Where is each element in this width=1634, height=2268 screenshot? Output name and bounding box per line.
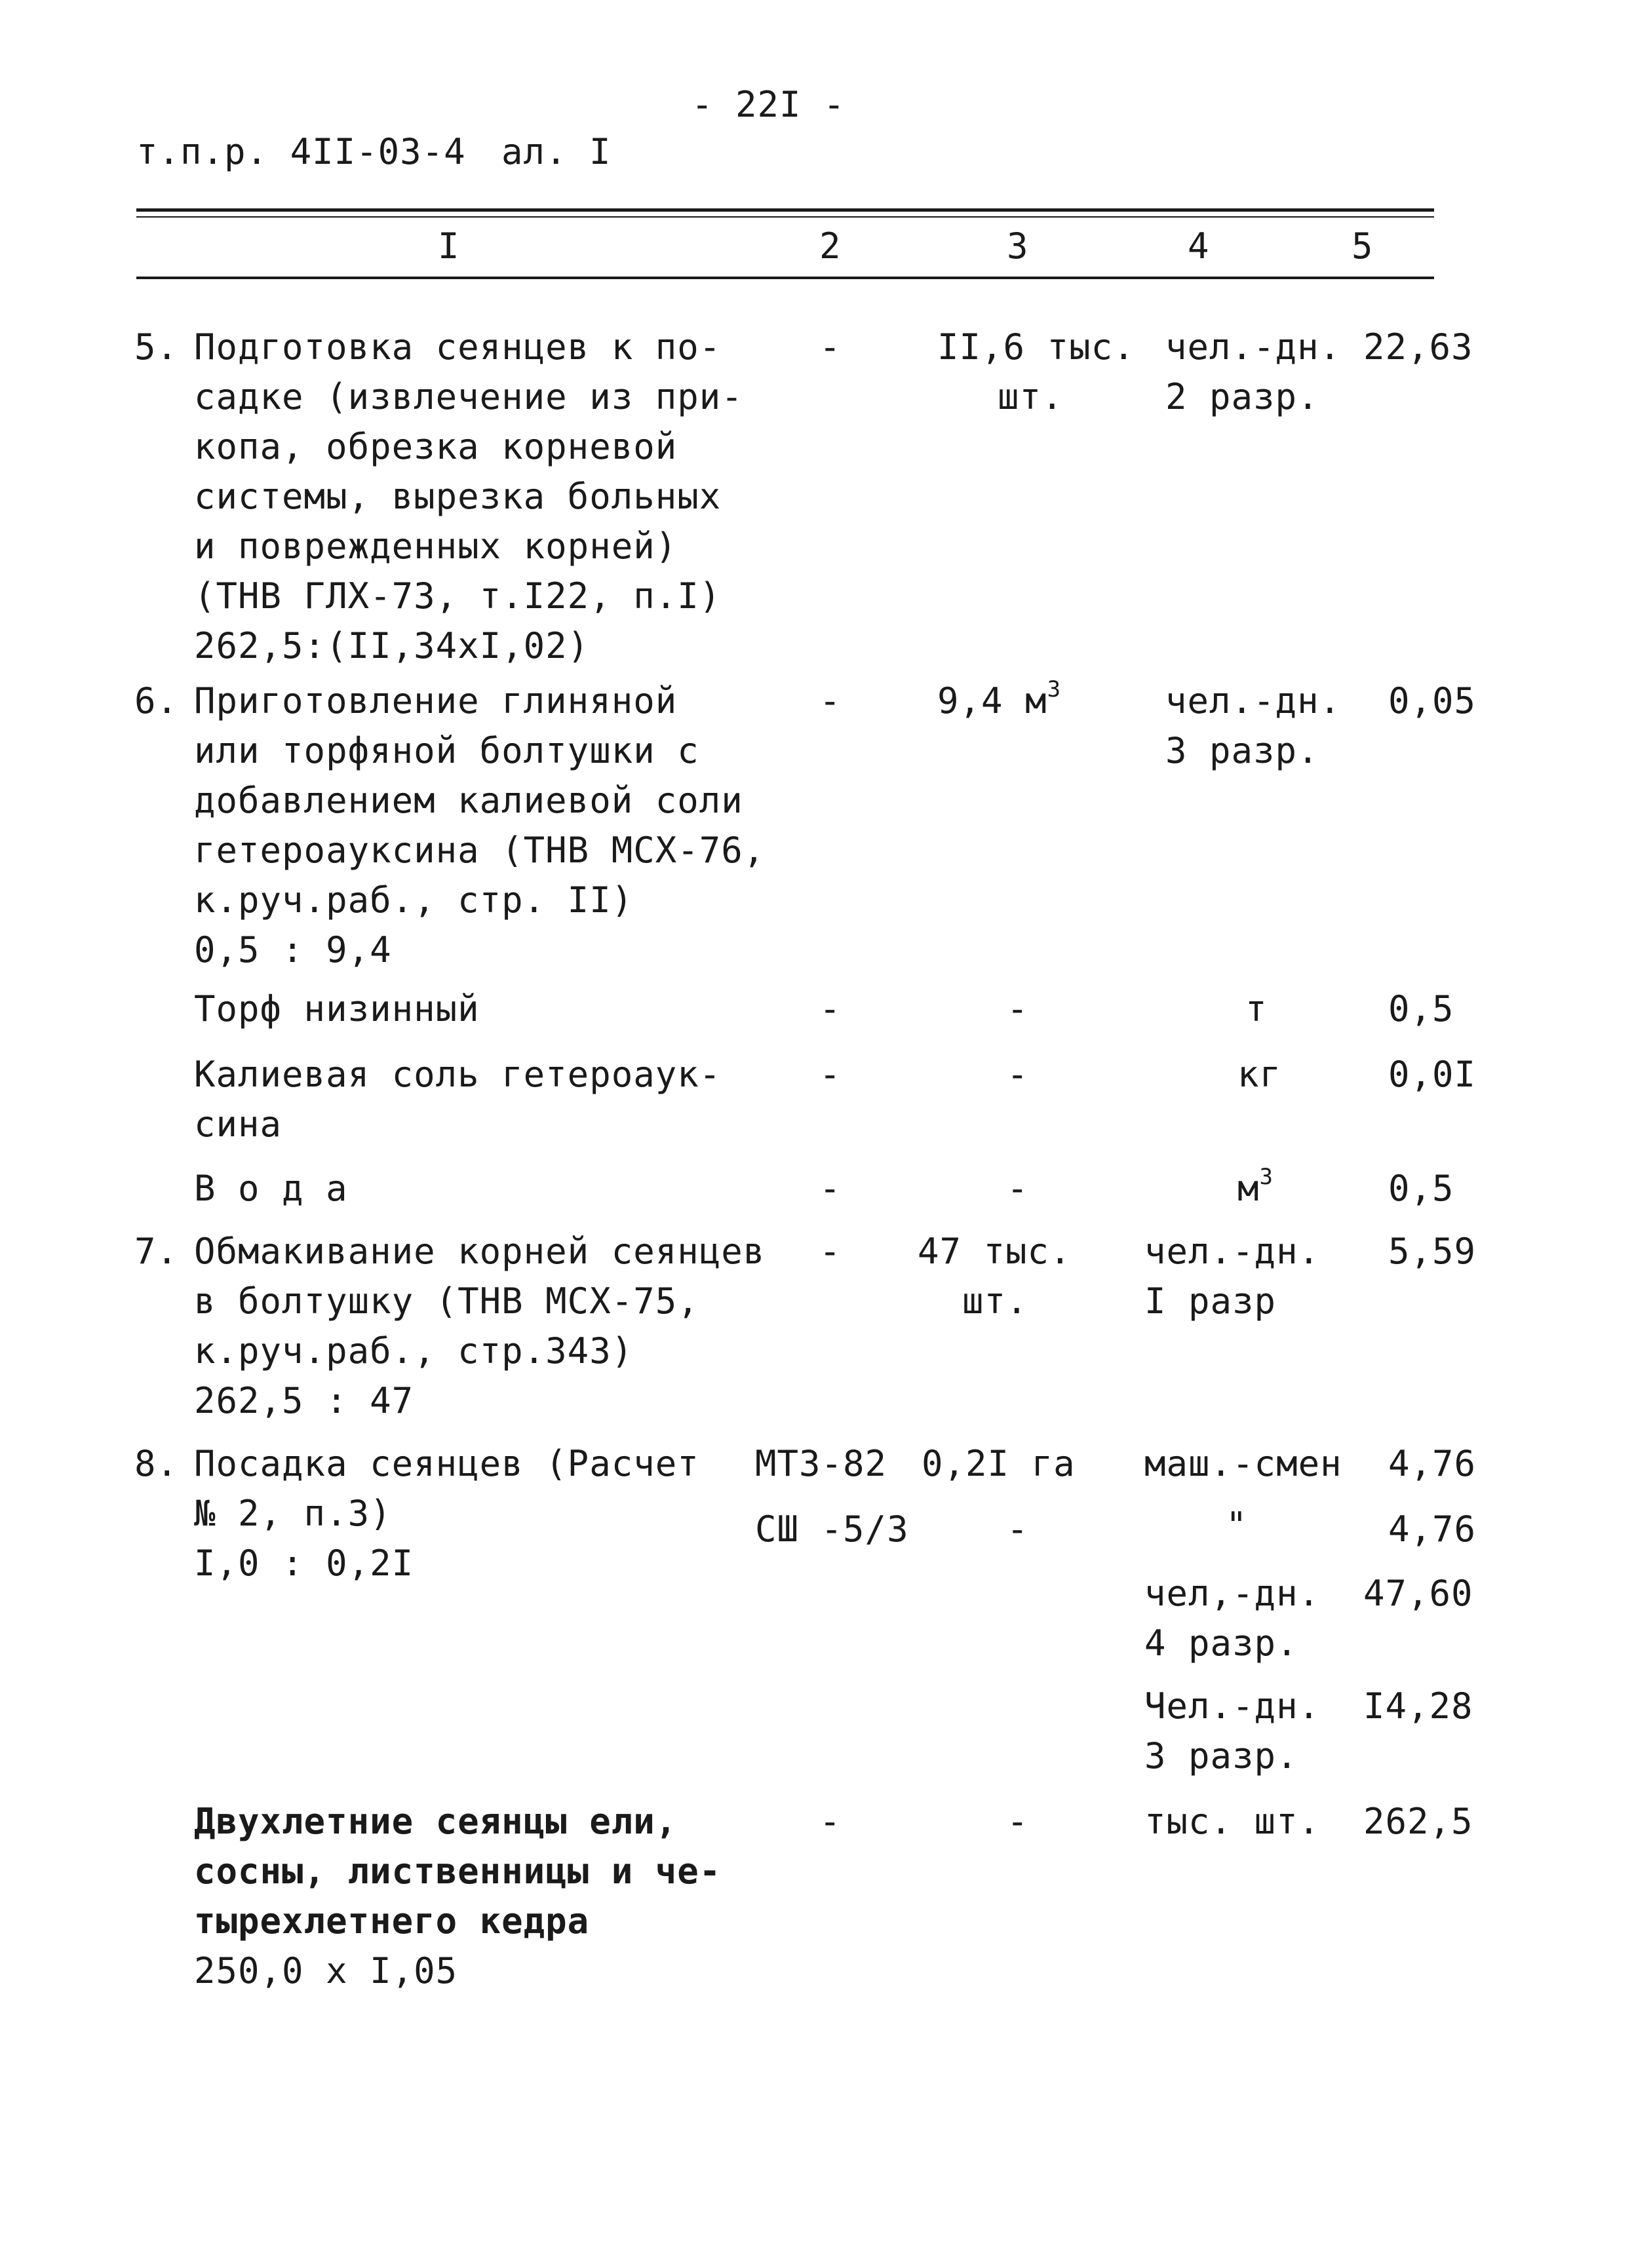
row-8-col2-line2: СШ -5/3	[755, 1509, 909, 1550]
row-7-col3-line1: 47 тыс.	[918, 1231, 1072, 1272]
row-6-desc-5: к.руч.раб., стр. II)	[194, 879, 634, 921]
row-water-col4-superscript: 3	[1259, 1164, 1274, 1190]
row-seedlings-col4: тыс. шт.	[1144, 1801, 1321, 1842]
row-5-col5: 22,63	[1363, 326, 1473, 368]
row-seedlings-desc-3: тырехлетнего кедра	[194, 1900, 590, 1942]
row-7-desc-4: 262,5 : 47	[194, 1380, 414, 1421]
column-header-5: 5	[1352, 225, 1374, 267]
row-water-col4-unit: м	[1237, 1168, 1260, 1209]
row-8-item2-unit: "	[1226, 1505, 1248, 1546]
row-8-col3-line2: -	[1007, 1509, 1029, 1550]
row-6-col2: -	[819, 680, 842, 721]
document-reference: т.п.р. 4II-03-4	[136, 131, 466, 172]
row-5-number: 5.	[134, 326, 179, 368]
row-salt-col4: кг	[1237, 1054, 1282, 1095]
row-5-desc-3: копа, обрезка корневой	[194, 426, 678, 467]
row-8-item2-value: 4,76	[1388, 1509, 1477, 1550]
album-number: ал. I	[501, 131, 612, 172]
row-6-col3-value: 9,4 м	[937, 680, 1047, 721]
row-water-col2: -	[819, 1168, 842, 1209]
column-header-2: 2	[819, 225, 842, 267]
row-6-col3	[937, 676, 1061, 726]
row-6-number: 6.	[134, 680, 179, 721]
row-8-item3-value: 47,60	[1363, 1573, 1473, 1614]
row-5-col4-line2: 2 разр.	[1165, 376, 1319, 417]
row-salt-desc-1: Калиевая соль гетероаук-	[194, 1054, 722, 1095]
row-7-col3-line2: шт.	[962, 1280, 1028, 1322]
page-number: - 22I -	[691, 84, 846, 125]
row-8-desc-3: I,0 : 0,2I	[194, 1543, 414, 1584]
row-5-col4-line1: чел.-дн.	[1165, 326, 1342, 368]
row-8-desc-2: № 2, п.3)	[194, 1493, 392, 1534]
row-5-desc-5: и поврежденных корней)	[194, 526, 678, 567]
row-8-item3-unit-2: 4 разр.	[1144, 1623, 1298, 1664]
row-5-desc-6: (ТНВ ГЛХ-73, т.I22, п.I)	[194, 575, 722, 617]
row-8-col2-line1: МТЗ-82	[755, 1443, 887, 1484]
row-seedlings-desc-1: Двухлетние сеянцы ели,	[194, 1801, 678, 1842]
row-salt-desc-2: сина	[194, 1104, 282, 1145]
table-header-rule	[136, 277, 1434, 279]
row-8-item4-unit-1: Чел.-дн.	[1144, 1685, 1321, 1727]
row-8-item1-unit: маш.-смен	[1144, 1443, 1342, 1484]
row-7-desc-1: Обмакивание корней сеянцев	[194, 1231, 766, 1272]
row-water-col4	[1237, 1164, 1274, 1214]
row-8-col3-line1: 0,2I га	[922, 1443, 1076, 1484]
row-8-item3-unit-1: чел,-дн.	[1144, 1573, 1321, 1614]
row-5-col3-line2: шт.	[998, 376, 1064, 417]
row-7-col2: -	[819, 1231, 842, 1272]
row-salt-col2: -	[819, 1054, 842, 1095]
row-8-item1-value: 4,76	[1388, 1443, 1477, 1484]
row-6-desc-2: или торфяной болтушки с	[194, 730, 699, 771]
row-7-desc-3: к.руч.раб., стр.343)	[194, 1330, 634, 1372]
column-header-3: 3	[1007, 225, 1029, 267]
row-5-col3-line1: II,6 тыс.	[937, 326, 1135, 368]
row-water-col5: 0,5	[1388, 1168, 1454, 1209]
row-7-col4-line2: I разр	[1144, 1280, 1277, 1322]
row-8-item4-unit-2: 3 разр.	[1144, 1735, 1298, 1777]
row-seedlings-col3: -	[1007, 1801, 1029, 1842]
row-6-col3-superscript: 3	[1047, 676, 1062, 702]
column-header-4: 4	[1188, 225, 1210, 267]
row-peat-col2: -	[819, 988, 842, 1029]
table-top-rule-thin	[136, 216, 1434, 218]
row-7-col4-line1: чел.-дн.	[1144, 1231, 1321, 1272]
row-6-col4-line1: чел.-дн.	[1165, 680, 1342, 721]
row-seedlings-desc-2: сосны, лиственницы и че-	[194, 1851, 722, 1892]
row-6-desc-6: 0,5 : 9,4	[194, 929, 392, 971]
row-5-col2: -	[819, 326, 842, 368]
row-8-number: 8.	[134, 1443, 179, 1484]
row-5-desc-7: 262,5:(II,34xI,02)	[194, 625, 590, 666]
row-water-desc: В о д а	[194, 1168, 348, 1209]
row-5-desc-2: садке (извлечение из при-	[194, 376, 743, 417]
row-salt-col5: 0,0I	[1388, 1054, 1477, 1095]
row-peat-col3: -	[1007, 988, 1029, 1029]
row-peat-col5: 0,5	[1388, 988, 1454, 1029]
table-top-rule	[136, 208, 1434, 212]
row-8-item4-value: I4,28	[1363, 1685, 1473, 1727]
row-8-desc-1: Посадка сеянцев (Расчет	[194, 1443, 699, 1484]
row-salt-col3: -	[1007, 1054, 1029, 1095]
row-water-col3: -	[1007, 1168, 1029, 1209]
row-6-col5: 0,05	[1388, 680, 1477, 721]
row-7-number: 7.	[134, 1231, 179, 1272]
row-peat-col4: т	[1245, 988, 1268, 1029]
row-5-desc-1: Подготовка сеянцев к по-	[194, 326, 722, 368]
column-header-1: I	[438, 225, 460, 267]
row-seedlings-col5: 262,5	[1363, 1801, 1473, 1842]
row-7-desc-2: в болтушку (ТНВ МСХ-75,	[194, 1280, 699, 1322]
row-seedlings-col2: -	[819, 1801, 842, 1842]
row-7-col5: 5,59	[1388, 1231, 1477, 1272]
row-6-desc-4: гетероауксина (ТНВ МСХ-76,	[194, 830, 766, 871]
row-seedlings-desc-4: 250,0 x I,05	[194, 1950, 458, 1991]
row-peat-desc: Торф низинный	[194, 988, 480, 1029]
row-5-desc-4: системы, вырезка больных	[194, 476, 722, 517]
row-6-desc-3: добавлением калиевой соли	[194, 780, 743, 821]
row-6-col4-line2: 3 разр.	[1165, 730, 1319, 771]
row-6-desc-1: Приготовление глиняной	[194, 680, 678, 721]
